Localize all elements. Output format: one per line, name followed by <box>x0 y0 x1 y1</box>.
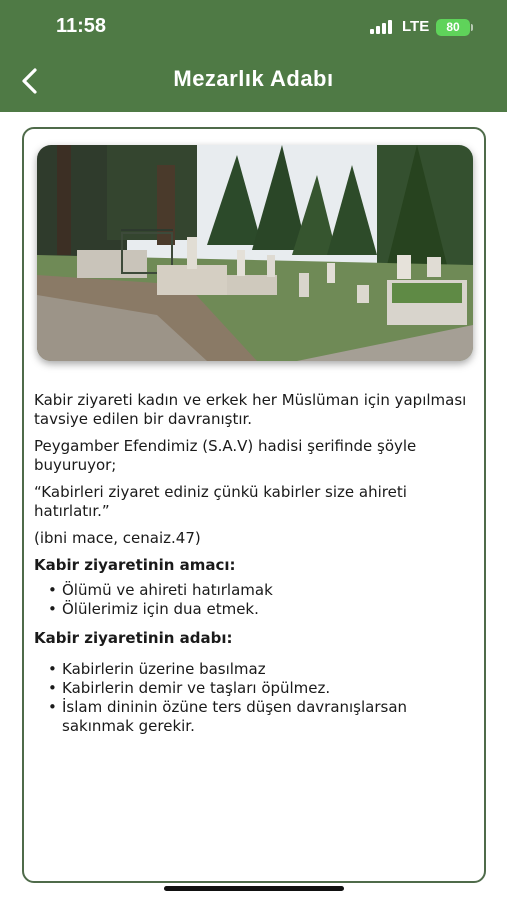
article-content <box>34 391 474 744</box>
purpose-heading: Kabir ziyaretinin amacı: <box>34 556 236 574</box>
list-item: • Ölümü ve ahireti hatırlamak <box>34 581 474 600</box>
status-bar <box>0 0 507 56</box>
etiquette-heading: Kabir ziyaretinin adabı: <box>34 629 233 647</box>
hadith-intro-paragraph: Peygamber Efendimiz (S.A.V) hadisi şerifinde şöyle buyuruyor; <box>34 437 417 474</box>
cemetery-photo <box>37 145 473 361</box>
home-indicator[interactable] <box>164 886 344 891</box>
content-card <box>22 127 486 883</box>
purpose-list <box>34 581 474 619</box>
etiquette-list <box>34 660 474 736</box>
intro-paragraph: Kabir ziyareti kadın ve erkek her Müslüman için yapılması tavsiye edilen bir davranıştır. <box>34 391 467 428</box>
battery-nub <box>471 24 473 31</box>
signal-icon <box>370 20 396 34</box>
hadith-quote: “Kabirleri ziyaret ediniz çünkü kabirler size ahireti hatırlatır.” <box>34 483 407 520</box>
battery-percent: 80 <box>446 20 460 34</box>
list-item: • Kabirlerin üzerine basılmaz <box>34 660 474 679</box>
list-item: • İslam dininin özüne ters düşen davranışlarsan sakınmak gerekir. <box>34 698 474 736</box>
status-time: 11:58 <box>56 15 107 37</box>
list-item: • Ölülerimiz için dua etmek. <box>34 600 474 619</box>
app-header <box>0 0 507 112</box>
cemetery-illustration <box>37 145 473 361</box>
hadith-source: (ibni mace, cenaiz.47) <box>34 529 201 547</box>
network-label: LTE <box>402 18 430 35</box>
battery-icon <box>436 19 470 36</box>
page-title: Mezarlık Adabı <box>173 66 334 91</box>
list-item: • Kabirlerin demir ve taşları öpülmez. <box>34 679 474 698</box>
